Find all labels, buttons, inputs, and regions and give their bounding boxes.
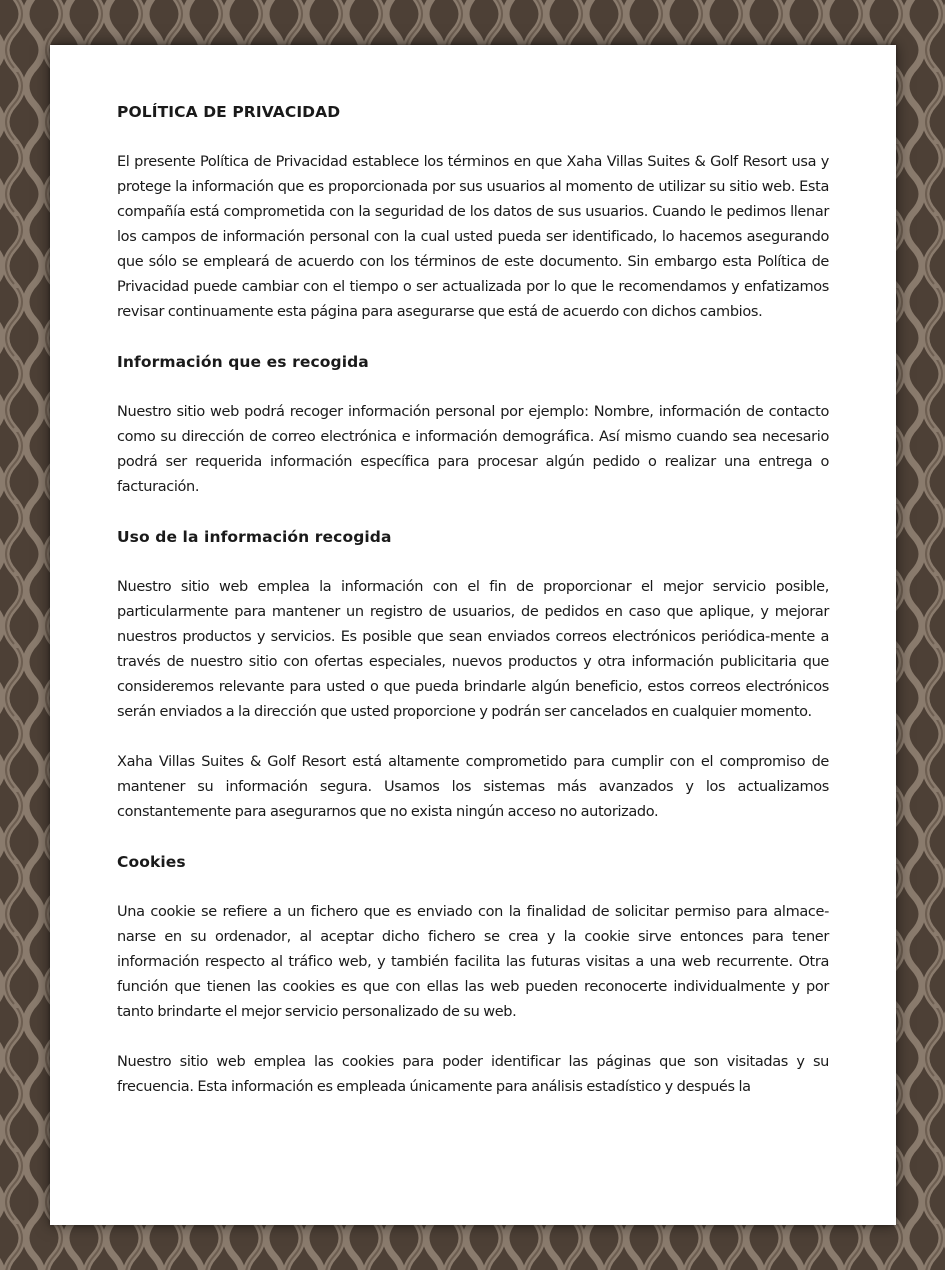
intro-paragraph: El presente Política de Privacidad establece los términos en que Xaha Villas Suites & Golf Resort usa y protege la información que es proporcionada por sus usuarios al momento de utilizar su sitio web. Esta compañía está comprometida con la seguridad de los datos de sus usuarios. Cuando le pedimos llenar los campos de información personal con la cual usted pueda ser identificado, lo hacemos asegurando que sólo se empleará de acuerdo con los términos de este documento. Sin embargo esta Política de Privacidad puede cambiar con el tiempo o ser actualizada por lo que le recomendamos y enfatizamos revisar continuamente esta página para asegurarse que está de acuerdo con dichos cambios.: [117, 154, 829, 320]
section-paragraph: Nuestro sitio web emplea la información con el fin de proporcionar el mejor servicio posible, particularmente para mantener un registro de usuarios, de pedidos en caso que aplique, y mejorar nuestros productos y servicios. Es posible que sean enviados correos electrónicos periódica-mente a través de nuestro sitio con ofertas especiales, nuevos productos y otra información publicitaria que consideremos relevante para usted o que pueda brindarle algún beneficio, estos correos electrónicos serán enviados a la dirección que usted proporcione y podrán ser cancelados en cualquier momento.: [117, 579, 829, 720]
page-title: POLÍTICA DE PRIVACIDAD: [117, 103, 341, 121]
document-page: [50, 45, 896, 1225]
section-paragraph: Xaha Villas Suites & Golf Resort está altamente comprometido para cumplir con el compromiso de mantener su información segura. Usamos los sistemas más avanzados y los actualizamos constantemente para asegurarnos que no exista ningún acceso no autorizado.: [117, 754, 829, 820]
section-heading-informacion-recogida: Información que es recogida: [117, 353, 369, 371]
section-heading-cookies: Cookies: [117, 853, 186, 871]
section-paragraph: Una cookie se refiere a un fichero que es enviado con la finalidad de solicitar permiso para almace-narse en su ordenador, al aceptar dicho fichero se crea y la cookie sirve entonces para tener información respecto al tráfico web, y también facilita las futuras visitas a una web recurrente. Otra función que tienen las cookies es que con ellas las web pueden reconocerte individualmente y por tanto brindarte el mejor servicio personalizado de su web.: [117, 904, 829, 1020]
document-content: [117, 100, 829, 1100]
section-paragraph: Nuestro sitio web emplea las cookies para poder identificar las páginas que son visitadas y su frecuencia. Esta información es empleada únicamente para análisis estadístico y después la: [117, 1054, 829, 1095]
section-heading-uso-informacion: Uso de la información recogida: [117, 528, 392, 546]
section-paragraph: Nuestro sitio web podrá recoger información personal por ejemplo: Nombre, información de contacto como su dirección de correo electrónica e información demográfica. Así mismo cuando sea necesario podrá ser requerida información específica para procesar algún pedido o realizar una entrega o facturación.: [117, 404, 829, 495]
